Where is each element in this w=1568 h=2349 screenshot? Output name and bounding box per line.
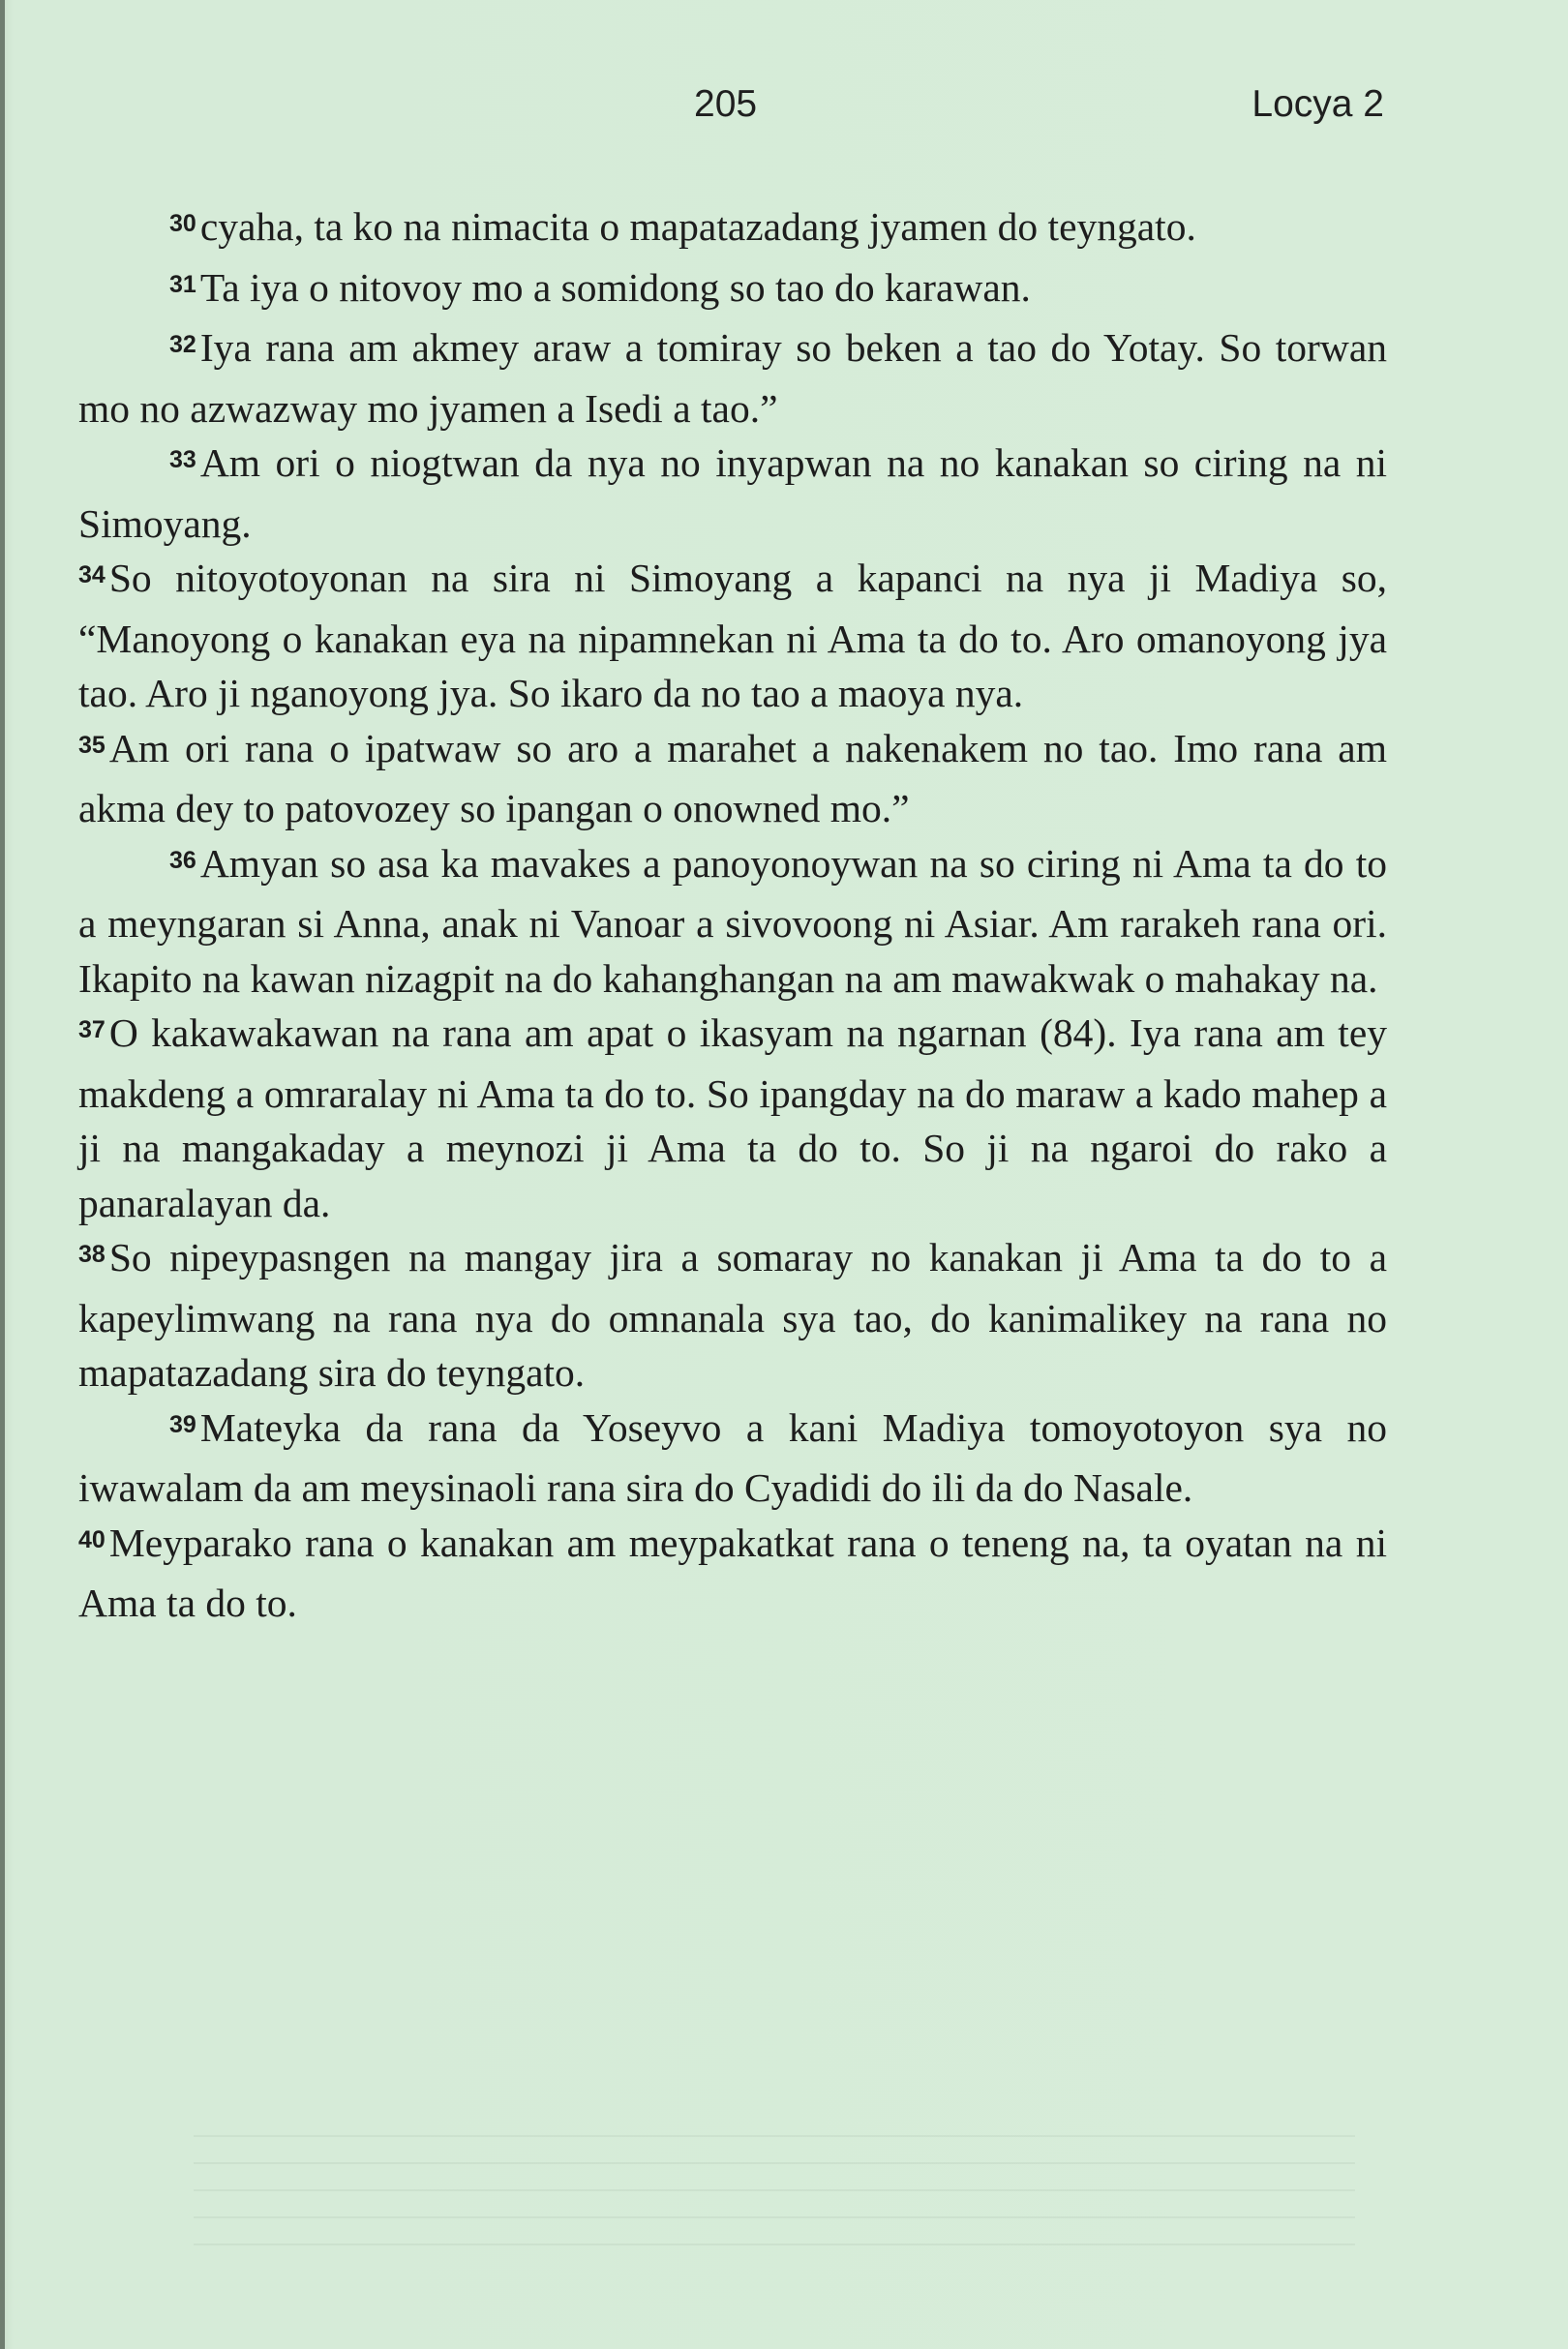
verse-text: So nipeypasngen na mangay jira a somaray no kanakan ji Ama ta do to a kapeylimwang na rana nya do omnanala sya tao, do kanimalikey na rana no mapatazadang sira do teyngato. — [78, 1235, 1387, 1395]
running-header — [0, 83, 1568, 134]
verse-text: Ta iya o nitovoy mo a somidong so tao do karawan. — [199, 264, 1031, 310]
verse-35 — [78, 721, 1387, 836]
verse-40 — [78, 1516, 1387, 1631]
verse-number: 35 — [78, 731, 106, 759]
verse-text-block — [78, 199, 1387, 1631]
verse-text: Mateyka da rana da Yoseyvo a kani Madiya tomoyotoyon sya no iwawalam da am meysinaoli rana sira do Cyadidi do ili da do Nasale. — [78, 1404, 1387, 1510]
verse-36 — [78, 836, 1387, 1007]
verse-text: Meyparako rana o kanakan am meypakatkat rana o teneng na, ta oyatan na ni Ama ta do to. — [78, 1520, 1387, 1625]
page-number: 205 — [694, 83, 758, 125]
book-chapter-ref: Locya 2 — [1251, 83, 1384, 125]
verse-31 — [78, 260, 1387, 321]
verse-number: 37 — [78, 1016, 106, 1043]
page-spine-edge — [0, 0, 5, 2349]
verse-number: 34 — [78, 561, 106, 588]
verse-text: Amyan so asa ka mavakes a panoyonoywan na so ciring ni Ama ta do to a meyngaran si Anna, anak ni Vanoar a sivovoong ni Asiar. Am rarakeh rana ori. Ikapito na kawan nizagpit na do kahanghangan na am mawakwak o mahakay na. — [78, 840, 1387, 1001]
verse-text: Iya rana am akmey araw a tomiray so beken a tao do Yotay. So torwan mo no azwazway mo jyamen a Isedi a tao.” — [78, 325, 1387, 431]
verse-text: cyaha, ta ko na nimacita o mapatazadang jyamen do teyngato. — [199, 204, 1196, 249]
verse-number: 31 — [169, 270, 196, 298]
verse-number: 30 — [169, 210, 196, 237]
verse-text: Am ori o niogtwan da nya no inyapwan na no kanakan so ciring na ni Simoyang. — [78, 440, 1387, 546]
verse-number: 36 — [169, 846, 196, 874]
verse-text: O kakawakawan na rana am apat o ikasyam na ngarnan (84). Iya rana am tey makdeng a omraralay ni Ama ta do to. So ipangday na do maraw a kado mahep a ji na mangakaday a meynozi ji Ama ta do to. So ji na ngaroi do rako a panaralayan da. — [78, 1010, 1387, 1225]
verse-30 — [78, 199, 1387, 260]
verse-number: 38 — [78, 1241, 106, 1268]
verse-number: 32 — [169, 331, 196, 358]
verse-39 — [78, 1400, 1387, 1516]
verse-text: So nitoyotoyonan na sira ni Simoyang a kapanci na nya ji Madiya so, “Manoyong o kanakan eya na nipamnekan ni Ama ta do to. Aro omanoyong jya tao. Aro ji nganoyong jya. So ikaro da no tao a maoya nya. — [78, 556, 1387, 715]
verse-number: 39 — [169, 1410, 196, 1438]
verse-number: 33 — [169, 446, 196, 473]
verse-text: Am ori rana o ipatwaw so aro a marahet a nakenakem no tao. Imo rana am akma dey to patovozey so ipangan o onowned mo.” — [78, 725, 1387, 830]
verse-34 — [78, 551, 1387, 721]
verse-38 — [78, 1230, 1387, 1400]
verse-number: 40 — [78, 1525, 106, 1553]
verse-33 — [78, 436, 1387, 551]
verse-37 — [78, 1006, 1387, 1230]
verse-32 — [78, 320, 1387, 436]
paper-show-through — [194, 2129, 1355, 2245]
